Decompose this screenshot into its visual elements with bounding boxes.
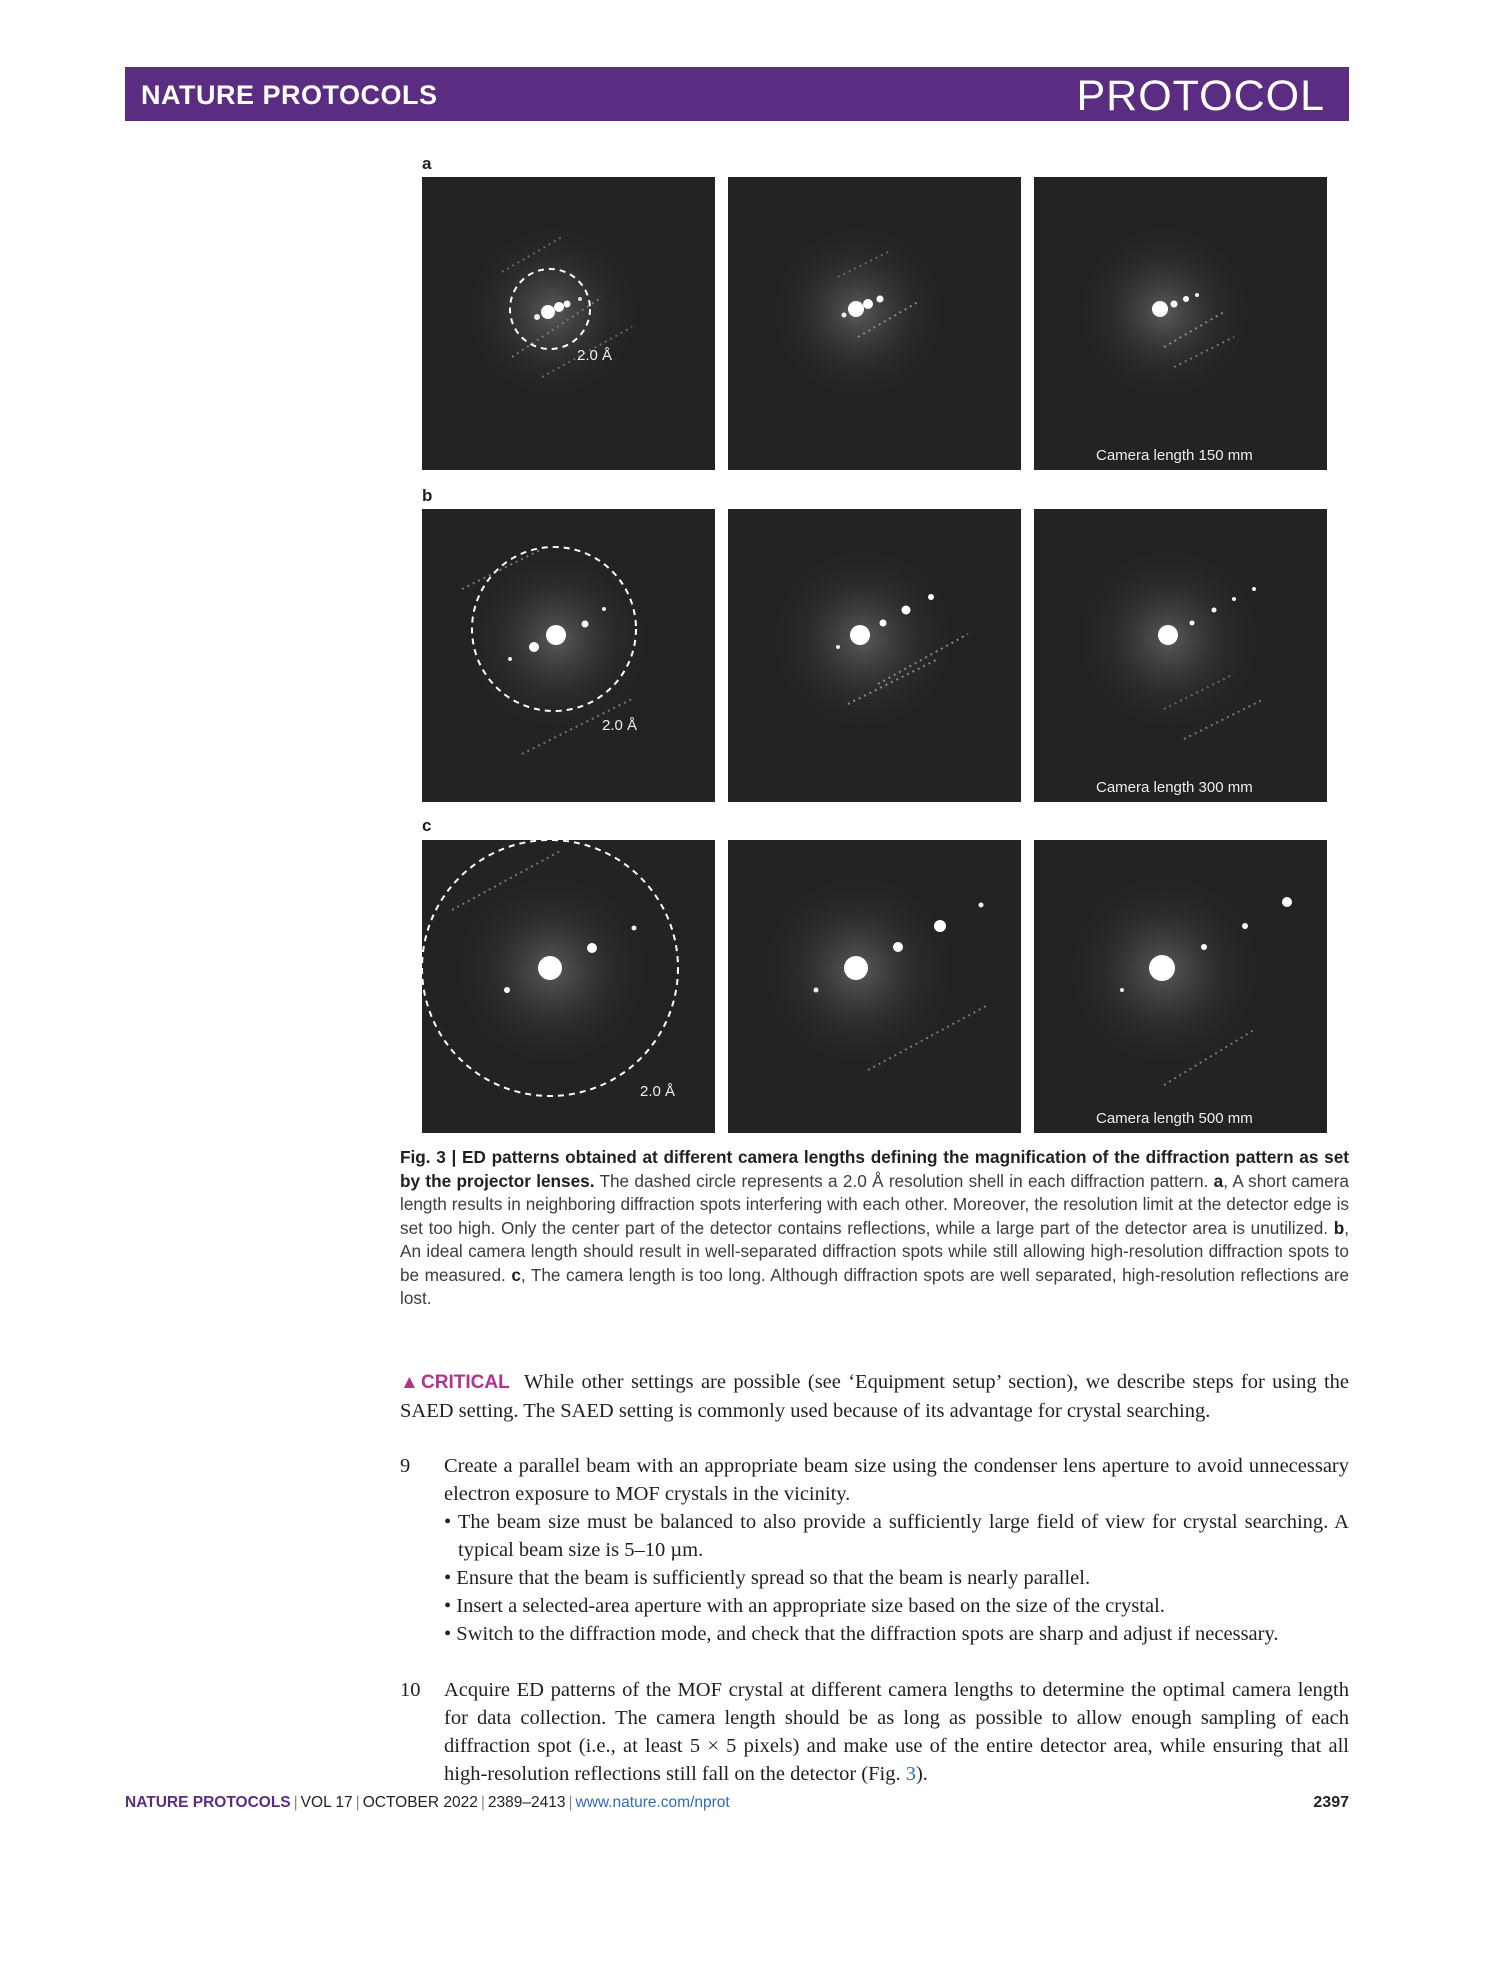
caption-text-b: , An ideal camera length should result in well-separated diffraction spots while still allowing high-resolution diffraction spots to be measured. xyxy=(400,1217,1349,1285)
caption-label-c: c xyxy=(511,1264,521,1285)
caption-label-a: a xyxy=(1213,1170,1224,1191)
resolution-label: 2.0 Å xyxy=(602,717,638,734)
caption-text-a: , A short camera length results in neighboring diffraction spots interfering with each other. Moreover, the resolution limit at the detector edge is set too high. Only the center part of the detector contains reflections, while a large part of the detector area is unutilized. xyxy=(400,1170,1349,1238)
step-text: Create a parallel beam with an appropriate beam size using the condenser lens aperture to avoid unnecessary electron exposure to MOF crystals in the vicinity. xyxy=(444,1455,1349,1505)
step-10 xyxy=(400,1676,1349,1788)
diffraction-image-a2 xyxy=(728,177,1021,470)
footer-journal: NATURE PROTOCOLS xyxy=(125,1794,291,1811)
resolution-label: 2.0 Å xyxy=(640,1083,676,1100)
step-text xyxy=(444,1676,1349,1788)
diffraction-image-b3 xyxy=(1034,509,1327,802)
caption-text-c: , The camera length is too long. Although diffraction spots are well separated, high-resolution reflections are lost. xyxy=(400,1264,1349,1308)
diffraction-image-a3 xyxy=(1034,177,1327,470)
diffraction-pattern-a1 xyxy=(422,177,715,470)
footer-pages: 2389–2413 xyxy=(487,1794,566,1811)
caption-intro: The dashed circle represents a 2.0 Å resolution shell in each diffraction pattern. xyxy=(594,1170,1214,1191)
figure-caption xyxy=(400,1146,1349,1311)
caption-label-b: b xyxy=(1333,1217,1345,1238)
page-number: 2397 xyxy=(1313,1794,1349,1811)
diffraction-image-a1 xyxy=(422,177,715,470)
panel-letter-c: c xyxy=(422,816,432,835)
step-text-before: Acquire ED patterns of the MOF crystal at different camera lengths to determine the optimal camera length for data collection. The camera length should be as long as possible to allow enough sampling of each diffraction spot (i.e., at least 5 × 5 pixels) and make use of the entire detector area, while ensuring that all high-resolution reflections still fall on the detector (Fig. xyxy=(444,1679,1349,1785)
diffraction-image-b2 xyxy=(728,509,1021,802)
journal-name: NATURE PROTOCOLS xyxy=(141,80,438,110)
page-footer: NATURE PROTOCOLS | VOL 17 | OCTOBER 2022 | 2389–2413 | www.nature.com/nprot 2397 xyxy=(125,1794,1349,1811)
step-number: 9 xyxy=(400,1455,411,1477)
step-text-after: ). xyxy=(915,1763,928,1785)
diffraction-image-c3 xyxy=(1034,840,1327,1133)
step-9 xyxy=(400,1452,1349,1508)
footer-url[interactable]: www.nature.com/nprot xyxy=(575,1794,730,1811)
step-9-bullet-2: • Ensure that the beam is sufficiently spread so that the beam is nearly parallel. xyxy=(444,1567,1091,1589)
caption-title: Fig. 3 | ED patterns obtained at different camera lengths defining the magnification of the diffraction pattern as set by the projector lenses. xyxy=(400,1147,1349,1191)
critical-mark: ▲CRITICAL xyxy=(400,1372,510,1393)
camera-length-label: Camera length 300 mm xyxy=(1096,779,1253,796)
panel-letter-a: a xyxy=(422,154,432,173)
panel-letter-b: b xyxy=(422,486,433,505)
step-number: 10 xyxy=(400,1679,421,1701)
journal-header xyxy=(125,67,1349,121)
article-type: PROTOCOL xyxy=(1076,72,1325,120)
diffraction-image-c2 xyxy=(728,840,1021,1133)
step-9-bullet-4: • Switch to the diffraction mode, and check that the diffraction spots are sharp and adjust if necessary. xyxy=(444,1623,1279,1645)
diffraction-image-b1 xyxy=(422,509,715,802)
critical-text: While other settings are possible (see ‘Equipment setup’ section), we describe steps for using the SAED setting. The SAED setting is commonly used because of its advantage for crystal searching. xyxy=(400,1371,1349,1422)
figure-link[interactable]: 3 xyxy=(905,1763,916,1785)
resolution-label: 2.0 Å xyxy=(577,347,613,364)
step-9-bullet-3: • Insert a selected-area aperture with an appropriate size based on the size of the crystal. xyxy=(444,1595,1165,1617)
diffraction-image-c1 xyxy=(422,840,715,1133)
camera-length-label: Camera length 150 mm xyxy=(1096,447,1253,464)
footer-volume: VOL 17 xyxy=(300,1794,353,1811)
footer-date: OCTOBER 2022 xyxy=(362,1794,478,1811)
camera-length-label: Camera length 500 mm xyxy=(1096,1110,1253,1127)
critical-note xyxy=(400,1368,1349,1425)
step-9-bullet-1: • The beam size must be balanced to also provide a sufficiently large field of view for crystal searching. A typical beam size is 5–10 µm. xyxy=(444,1511,1349,1561)
